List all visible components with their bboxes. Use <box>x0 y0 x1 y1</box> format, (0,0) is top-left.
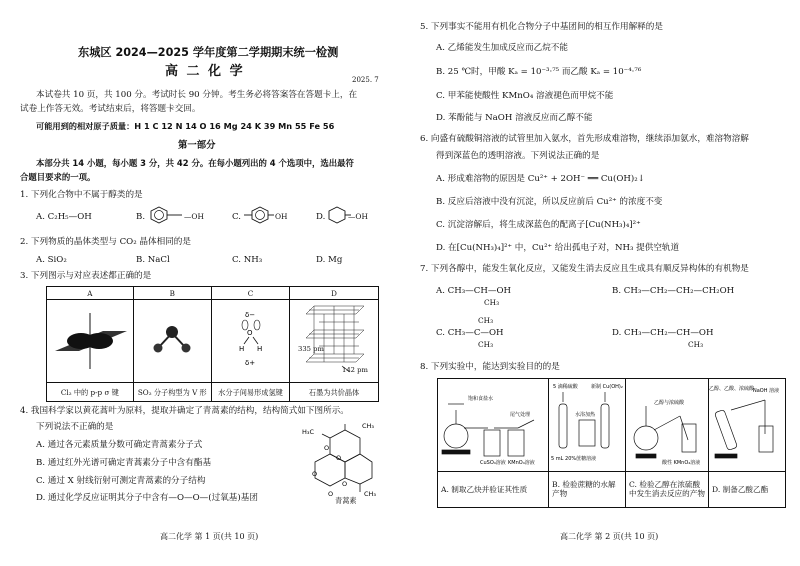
q6-option-c: C. 沉淀溶解后，将生成深蓝色的配离子[Cu(NH₃)₄]²⁺ <box>436 220 641 230</box>
q8-apparatus-b <box>549 379 626 472</box>
artemisinin-ch3-label-2: CH₃ <box>364 490 377 498</box>
q1-c-group: OH <box>275 212 288 221</box>
q3-header-d: D <box>290 287 379 300</box>
q8-stem: 8. 下列实验中，能达到实验目的的是 <box>420 362 560 372</box>
p-p-sigma-bond-diagram <box>51 305 129 375</box>
q2-stem: 2. 下列物质的晶体类型与 CO₂ 晶体相同的是 <box>20 237 191 247</box>
q8-experiment-table <box>437 378 786 508</box>
kmno4-solution-label: KMnO₄溶液 <box>508 459 535 466</box>
left-page-footer: 高二化学 第 1 页(共 10 页) <box>160 532 259 541</box>
saturated-brine-label: 饱和食盐水 <box>468 395 494 402</box>
q4-stem-2: 下列说法不正确的是 <box>36 422 114 432</box>
part-intro-1: 本部分共 14 小题，每小题 3 分，共 42 分。在每小题列出的 4 个选项中，选出最符 <box>36 158 354 168</box>
artemisinin-o-label-5: O <box>328 490 334 498</box>
atomic-masses: 可能用到的相对原子质量：H 1 C 12 N 14 O 16 Mg 24 K 39 Mn 55 Fe 56 <box>36 121 335 131</box>
q3-caption-a: Cl₂ 中的 p-p σ 键 <box>47 383 134 402</box>
q7-option-b: B. CH₃—CH₂—CH₂—CH₂OH <box>612 286 735 296</box>
q6-stem-2: 得到深蓝色的透明溶液。下列说法正确的是 <box>436 151 600 161</box>
exam-date: 2025. 7 <box>352 76 379 84</box>
q6-stem-1: 6. 向盛有硫酸铜溶液的试管里加入氨水，首先形成难溶物，继续添加氨水，难溶物溶解 <box>420 134 749 144</box>
q7-stem: 7. 下列各醇中，能发生氧化反应，又能发生消去反应且生成具有顺反异构体的有机物是 <box>420 264 749 274</box>
subject-title: 高 二 化 学 <box>165 64 245 79</box>
q1-d-group: —OH <box>348 212 368 221</box>
q8-option-b: B. 检验蔗糖的水解产物 <box>549 471 626 507</box>
q3-header-c: C <box>211 287 289 300</box>
q3-image-c <box>211 300 289 383</box>
q3-figure-table <box>46 286 379 402</box>
artemisinin-o-label-2: O <box>336 454 342 462</box>
q1-b-group: —OH <box>184 212 204 221</box>
q7-option-c: C. CH₃—C—OH <box>436 328 504 338</box>
q1-option-a: A. C₂H₅—OH <box>36 212 92 222</box>
q8-apparatus-a <box>438 379 549 472</box>
q8-option-d: D. 制备乙酸乙酯 <box>709 471 786 507</box>
artemisinin-structure <box>300 420 390 500</box>
q1-b-benzyl-structure <box>148 204 218 226</box>
q2-option-b: B. NaCl <box>136 255 170 265</box>
q5-option-a: A. 乙烯能发生加成反应而乙烷不能 <box>436 43 568 53</box>
acetylene-apparatus-diagram <box>438 380 548 468</box>
artemisinin-ch3-label-1: CH₃ <box>362 422 375 430</box>
q1-option-c: C. <box>232 212 242 222</box>
notice-line-1: 本试卷共 10 页，共 100 分。考试时长 90 分钟。考生务必将答案答在答题卡上，在 <box>36 90 358 100</box>
notice-line-2: 试卷上作答无效。考试结束后，将答题卡交回。 <box>20 104 201 114</box>
water-hydrogen-bond-diagram <box>215 305 285 375</box>
part-title: 第一部分 <box>178 140 216 151</box>
artemisinin-o-label-1: O <box>324 444 330 452</box>
q5-option-c: C. 甲苯能使酸性 KMnO₄ 溶液褪色而甲烷不能 <box>436 91 614 101</box>
ethanol-elimination-diagram <box>626 380 708 468</box>
q2-option-a: A. SiO₂ <box>36 255 67 265</box>
tail-gas-label: 尾气处理 <box>510 411 531 418</box>
water-h-label-2: H <box>257 345 263 353</box>
graphite-bond-length: 142 pm <box>342 366 368 374</box>
acidic-kmno4-label: 酸性 KMnO₄溶液 <box>662 459 701 466</box>
q3-stem: 3. 下列图示与对应表述都正确的是 <box>20 271 152 281</box>
q3-caption-b: SO₂ 分子构型为 V 形 <box>133 383 211 402</box>
ethyl-acetate-apparatus-diagram <box>709 380 785 468</box>
q7-option-a-branch: CH₃ <box>484 298 500 307</box>
q3-header-a: A <box>47 287 134 300</box>
so2-molecule-diagram <box>137 305 207 375</box>
water-bath-label: 水浴加热 <box>575 411 596 418</box>
q4-option-c: C. 通过 X 射线衍射可测定青蒿素的分子结构 <box>36 476 206 486</box>
sucrose-hydrolysis-diagram <box>549 380 625 468</box>
q5-option-b: B. 25 ℃时，甲酸 Kₐ = 10⁻³·⁷⁵ 而乙酸 Kₐ = 10⁻⁴·⁷⁶ <box>436 67 642 77</box>
q5-option-d: D. 苯酚能与 NaOH 溶液反应而乙醇不能 <box>436 113 593 123</box>
q3-image-a <box>47 300 134 383</box>
q3-header-b: B <box>133 287 211 300</box>
artemisinin-caption: 青蒿素 <box>335 496 357 505</box>
q4-option-b: B. 通过红外光谱可确定青蒿素分子中含有酯基 <box>36 458 212 468</box>
sucrose-solution-label: 5 mL 20%蔗糖溶液 <box>551 455 597 462</box>
q4-option-d: D. 通过化学反应证明其分子中含有—O—O—(过氧基)基团 <box>36 493 258 503</box>
ethanol-acid-label: 乙醇与浓硫酸 <box>654 399 685 406</box>
q8-apparatus-d <box>709 379 786 472</box>
q7-option-c-top: CH₃ <box>478 316 494 325</box>
artemisinin-o-label-4: O <box>342 480 348 488</box>
q3-image-b <box>133 300 211 383</box>
q3-caption-c: 水分子间易形成氢键 <box>211 383 289 402</box>
graphite-interlayer-distance: 335 pm <box>298 345 324 353</box>
right-page-footer: 高二化学 第 2 页(共 10 页) <box>560 532 659 541</box>
q2-option-c: C. NH₃ <box>232 255 263 265</box>
fresh-cuoh2-label: 新制 Cu(OH)₂ <box>591 383 623 390</box>
q7-option-d-branch: CH₃ <box>688 340 704 349</box>
water-h-label-1: H <box>239 345 245 353</box>
q4-stem-1: 4. 我国科学家以黄花蒿叶为原料，提取并确定了青蒿素的结构，结构简式如下图所示。 <box>20 406 349 416</box>
q6-option-b: B. 反应后溶液中没有沉淀，所以反应前后 Cu²⁺ 的浓度不变 <box>436 197 663 207</box>
naoh-solution-label: NaOH 溶液 <box>753 387 780 394</box>
delta-minus-label: δ− <box>245 311 256 319</box>
q1-stem: 1. 下列化合物中不属于醇类的是 <box>20 190 143 200</box>
q7-option-a: A. CH₃—CH—OH <box>436 286 511 296</box>
reactants-label: 乙醇、乙酸、浓硫酸 <box>709 385 755 392</box>
q2-option-d: D. Mg <box>316 255 343 265</box>
q8-option-a: A. 制取乙炔并验证其性质 <box>438 471 549 507</box>
q6-option-a: A. 形成难溶物的原因是 Cu²⁺ + 2OH⁻ ══ Cu(OH)₂↓ <box>436 174 645 184</box>
artemisinin-h3c-label: H₃C <box>302 428 315 436</box>
q7-option-c-branch: CH₃ <box>478 340 494 349</box>
q3-caption-d: 石墨为共价晶体 <box>290 383 379 402</box>
water-o-label: O <box>247 329 253 337</box>
q1-option-b: B. <box>136 212 146 222</box>
dilute-acid-label: 5 滴稀硫酸 <box>553 383 578 390</box>
part-intro-2: 合题目要求的一项。 <box>20 172 96 182</box>
q4-option-a: A. 通过各元素质量分数可确定青蒿素分子式 <box>36 440 203 450</box>
exam-title: 东城区 2024—2025 学年度第二学期期末统一检测 <box>78 46 339 59</box>
q7-option-d: D. CH₃—CH₂—CH—OH <box>612 328 714 338</box>
cuso4-solution-label: CuSO₄溶液 <box>480 459 506 466</box>
q5-stem: 5. 下列事实不能用有机化合物分子中基团间的相互作用解释的是 <box>420 22 663 32</box>
q8-option-c: C. 检验乙醇在浓硫酸中发生消去反应的产物 <box>626 471 709 507</box>
artemisinin-o-label-3: O <box>312 470 318 478</box>
delta-plus-label: δ+ <box>245 359 256 367</box>
q1-option-d: D. <box>316 212 326 222</box>
q6-option-d: D. 在[Cu(NH₃)₄]²⁺ 中，Cu²⁺ 给出孤电子对，NH₃ 提供空轨道 <box>436 243 680 253</box>
q8-apparatus-c <box>626 379 709 472</box>
